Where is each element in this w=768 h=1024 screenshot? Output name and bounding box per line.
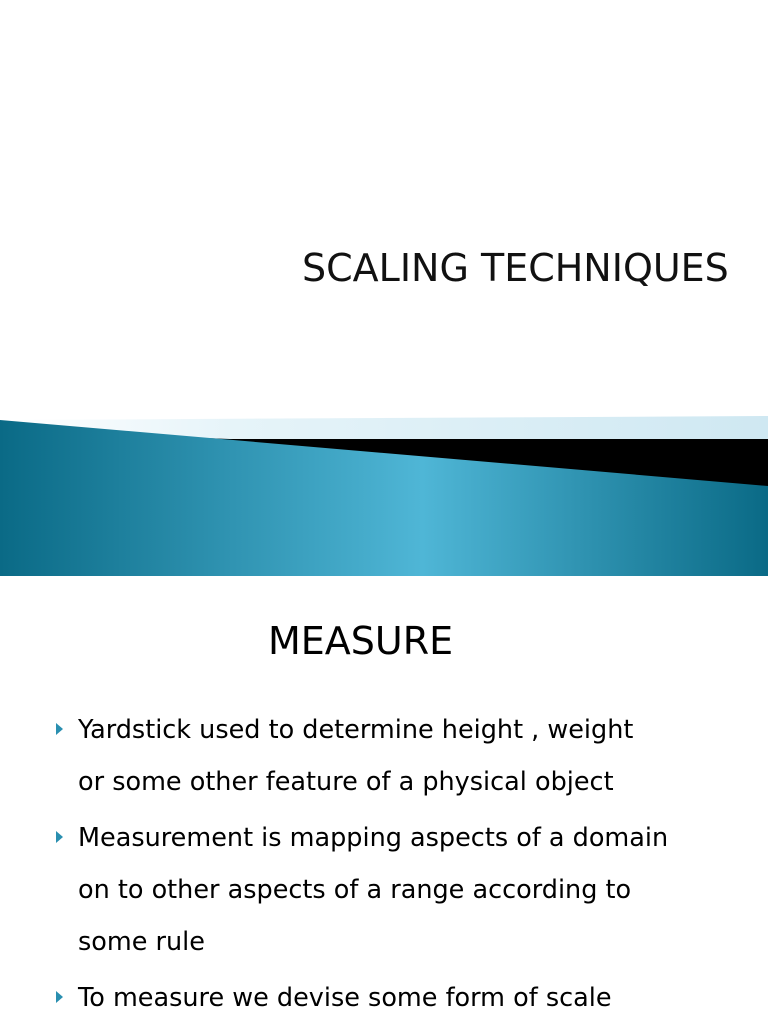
bullet-line: some rule xyxy=(78,927,205,957)
bullet-line: Yardstick used to determine height , weight xyxy=(78,715,634,745)
triangle-bullet-icon xyxy=(56,831,63,843)
bullet-item xyxy=(0,972,768,1024)
slide-heading: MEASURE xyxy=(268,619,454,663)
bullet-list xyxy=(0,704,768,1024)
decorative-banner xyxy=(0,410,768,576)
bullet-item xyxy=(0,812,768,968)
slide-title: SCALING TECHNIQUES xyxy=(302,246,729,290)
bullet-line: Measurement is mapping aspects of a domain xyxy=(78,823,669,853)
bullet-item xyxy=(0,704,768,808)
bullet-line: To measure we devise some form of scale xyxy=(78,983,612,1013)
triangle-bullet-icon xyxy=(56,723,63,735)
bullet-line: on to other aspects of a range according to xyxy=(78,875,632,905)
triangle-bullet-icon xyxy=(56,991,63,1003)
content-slide xyxy=(0,576,768,1024)
bullet-line: or some other feature of a physical object xyxy=(78,767,614,797)
